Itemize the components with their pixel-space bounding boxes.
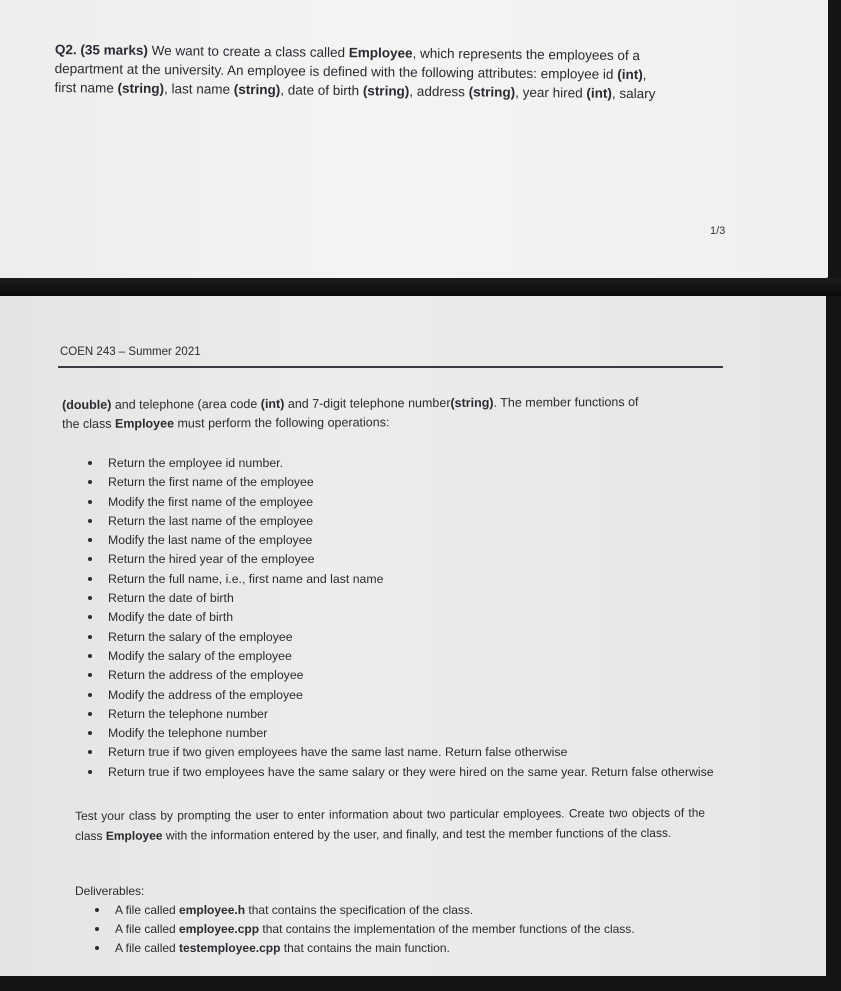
text-run: and 7-digit telephone number <box>284 395 451 411</box>
text-run: first name <box>54 79 118 96</box>
list-item: Modify the salary of the employee <box>88 647 728 666</box>
text-run: must perform the following operations: <box>173 415 390 431</box>
list-item: Modify the last name of the employee <box>88 531 728 550</box>
text-run: A file called <box>115 903 180 917</box>
text-run: , date of birth <box>280 82 363 99</box>
test-paragraph <box>75 803 705 846</box>
deliverables-heading: Deliverables: <box>75 884 145 898</box>
text-run: A file called <box>115 922 180 936</box>
page-two <box>0 296 826 976</box>
list-item: Return the date of birth <box>88 589 728 608</box>
text-run: that contains the main function. <box>280 941 450 955</box>
type-label: (int) <box>586 85 612 101</box>
class-name: Employee <box>105 828 163 843</box>
header-divider <box>58 366 723 368</box>
text-run: , year hired <box>515 84 587 101</box>
text-run: the class <box>62 416 115 431</box>
text-run: , last name <box>163 81 234 97</box>
type-label: (int) <box>260 396 285 411</box>
list-item: Return the hired year of the employee <box>88 550 728 569</box>
text-run: that contains the implementation of the member functions of the class. <box>259 922 635 936</box>
question-label: Q2. (35 marks) <box>54 41 149 58</box>
deliverables-list <box>95 901 705 958</box>
list-item: Return the salary of the employee <box>88 628 728 647</box>
text-run: with the information entered by the user, and finally, and test the member functions of the class. <box>162 825 672 843</box>
list-item: Return the last name of the employee <box>88 512 728 531</box>
list-item: Modify the telephone number <box>88 724 728 743</box>
list-item: Return the telephone number <box>88 705 728 724</box>
page-gap <box>0 278 841 296</box>
type-label: (string) <box>450 395 494 410</box>
list-item: Return true if two given employees have the same last name. Return false otherwise <box>88 743 728 762</box>
course-header: COEN 243 – Summer 2021 <box>60 346 201 358</box>
list-item: Return the first name of the employee <box>88 473 728 492</box>
intro-paragraph <box>62 392 732 434</box>
text-run: We want to create a class called <box>147 42 349 61</box>
list-item: Return the full name, i.e., first name and last name <box>88 570 728 589</box>
class-name: Employee <box>114 416 175 431</box>
type-label: (int) <box>617 66 643 83</box>
text-run: Test your class by prompting the user to enter information about two particular employees. Create two objects of the class <box>75 805 706 843</box>
list-item: Return the address of the employee <box>88 666 728 685</box>
text-run: that contains the specification of the class. <box>245 903 474 917</box>
operations-list <box>88 454 728 803</box>
intro-line-2 <box>62 411 732 434</box>
class-name: Employee <box>348 45 413 61</box>
type-label: (string) <box>117 80 165 97</box>
file-name: testemployee.cpp <box>179 941 281 955</box>
page-one <box>0 0 828 278</box>
list-item <box>95 920 705 939</box>
text-run: . The member functions of <box>493 394 639 410</box>
list-item: Return true if two employees have the same salary or they were hired on the same year. Return false otherwise <box>88 763 728 803</box>
type-label: (string) <box>362 83 410 99</box>
file-name: employee.h <box>179 903 246 917</box>
file-name: employee.cpp <box>179 922 260 936</box>
text-run: A file called <box>115 941 180 955</box>
text-run: , address <box>409 83 469 100</box>
text-run: department at the university. An employee is defined with the following attributes: employee id <box>54 60 618 82</box>
text-run: , which represents the employees of a <box>412 45 641 64</box>
intro-line-1 <box>62 392 732 415</box>
question-text <box>54 40 755 104</box>
type-label: (string) <box>233 81 281 98</box>
list-item <box>95 901 705 920</box>
list-item: Modify the date of birth <box>88 608 728 627</box>
list-item <box>95 939 705 958</box>
text-run: , salary <box>611 85 656 102</box>
text-run: and telephone (area code <box>111 396 261 412</box>
list-item: Modify the first name of the employee <box>88 493 728 512</box>
list-item: Modify the address of the employee <box>88 686 728 705</box>
text-run: , <box>642 67 647 83</box>
page-number: 1/3 <box>710 225 726 237</box>
type-label: (string) <box>468 84 516 100</box>
list-item: Return the employee id number. <box>88 454 728 473</box>
type-label: (double) <box>62 397 112 412</box>
